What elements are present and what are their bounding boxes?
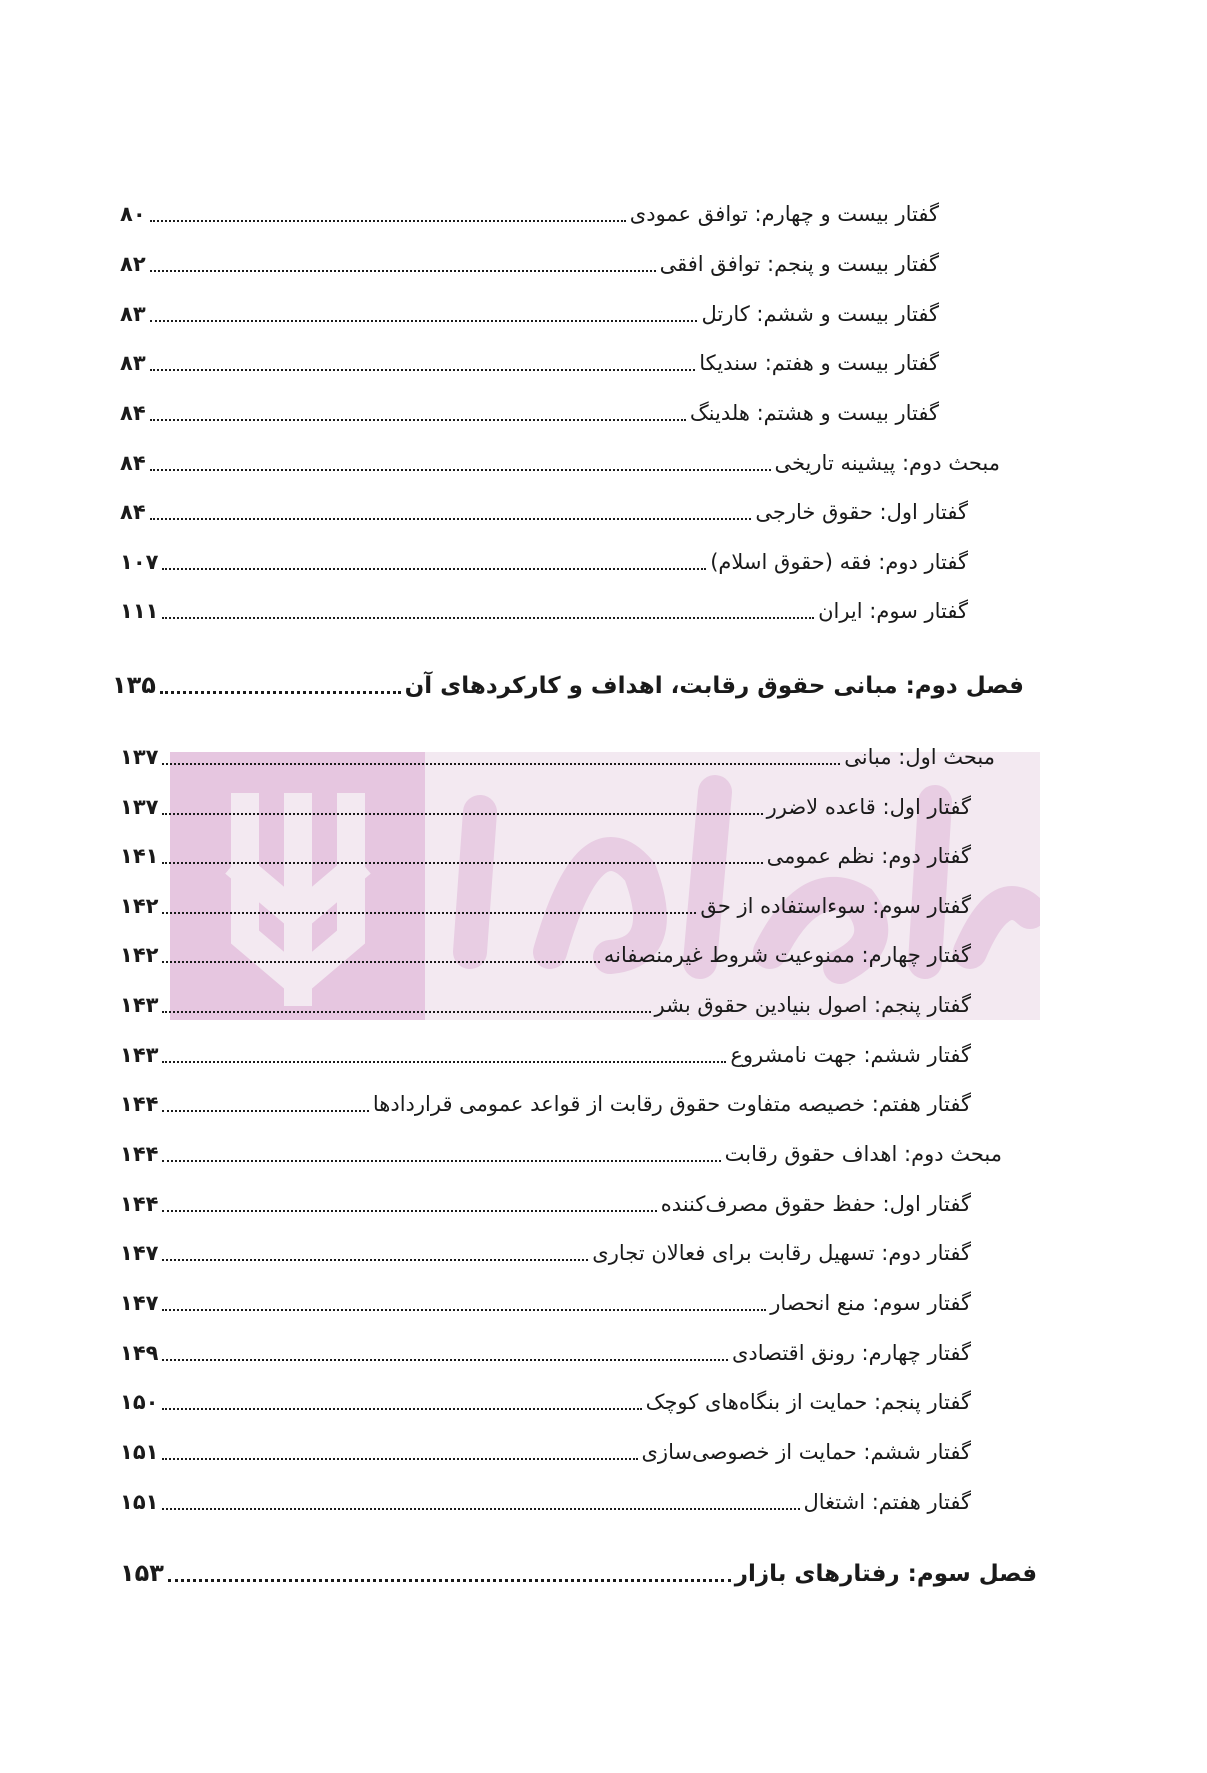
- toc-entry-title: گفتار بیست و هفتم: سندیکا: [699, 351, 939, 375]
- toc-entry-page: ۸۲: [120, 252, 146, 276]
- toc-entry-page: ۱۴۴: [120, 1092, 159, 1116]
- toc-chapter[interactable]: [120, 1553, 1037, 1593]
- toc-entry-page: ۱۴۹: [120, 1341, 159, 1365]
- toc-entry-page: ۱۴۲: [120, 943, 159, 967]
- toc-entry-title: گفتار بیست و چهارم: توافق عمودی: [629, 202, 939, 226]
- toc-entry-page: ۸۳: [120, 351, 146, 375]
- dot-leader: [162, 1160, 720, 1162]
- toc-entry-title: گفتار اول: حفظ حقوق مصرف‌کننده: [660, 1192, 971, 1216]
- toc-chapter[interactable]: [112, 665, 1024, 705]
- toc-entry-page: ۸۰: [120, 202, 146, 226]
- toc-entry-title: گفتار هفتم: اشتغال: [803, 1490, 971, 1514]
- dot-leader: [168, 1579, 731, 1582]
- dot-leader: [162, 862, 762, 864]
- toc-entry-title: گفتار پنجم: حمایت از بنگاه‌های کوچک: [645, 1390, 971, 1414]
- toc-entry[interactable]: [120, 1333, 971, 1373]
- dot-leader: [150, 419, 686, 421]
- toc-entry-page: ۱۴۱: [120, 844, 159, 868]
- toc-chapter-title: فصل سوم: رفتارهای بازار: [734, 1561, 1037, 1587]
- toc-entry-title: گفتار هفتم: خصیصه متفاوت حقوق رقابت از قواعد عمومی قراردادها: [372, 1092, 971, 1116]
- toc-entry-title: گفتار سوم: ایران: [818, 599, 968, 623]
- toc-entry-page: ۸۴: [120, 401, 146, 425]
- dot-leader: [162, 568, 706, 570]
- dot-leader: [162, 1408, 641, 1410]
- toc-entry-page: ۱۵۰: [120, 1390, 159, 1414]
- dot-leader: [162, 1011, 650, 1013]
- toc-entry[interactable]: [120, 244, 939, 284]
- toc-entry-title: گفتار سوم: سوءاستفاده از حق: [700, 894, 971, 918]
- dot-leader: [150, 220, 626, 222]
- toc-entry-page: ۸۴: [120, 500, 146, 524]
- toc-entry-page: ۱۳۷: [120, 795, 159, 819]
- toc-entry[interactable]: [120, 1233, 971, 1273]
- toc-chapter-title: فصل دوم: مبانی حقوق رقابت، اهداف و کارکردهای آن: [404, 673, 1024, 699]
- toc-entry[interactable]: [120, 542, 968, 582]
- toc-entry-title: گفتار چهارم: ممنوعیت شروط غیرمنصفانه: [603, 943, 971, 967]
- toc-entry-page: ۱۵۱: [120, 1440, 159, 1464]
- toc-entry[interactable]: [120, 393, 939, 433]
- toc-entry-page: ۸۴: [120, 451, 146, 475]
- toc-entry[interactable]: [120, 1482, 971, 1522]
- toc-entry-page: ۸۳: [120, 302, 146, 326]
- toc-entry-title: گفتار سوم: منع انحصار: [770, 1291, 971, 1315]
- toc-entry-title: گفتار دوم: نظم عمومی: [766, 844, 971, 868]
- toc-entry-title: گفتار پنجم: اصول بنیادین حقوق بشر: [654, 993, 971, 1017]
- toc-entry[interactable]: [120, 1432, 971, 1472]
- toc-entry-page: ۱۴۳: [120, 993, 159, 1017]
- toc-entry-title: گفتار اول: قاعده لاضرر: [766, 795, 971, 819]
- toc-entry[interactable]: [120, 591, 968, 631]
- toc-entry-page: ۱۱۱: [120, 599, 159, 623]
- toc-entry[interactable]: [120, 294, 939, 334]
- dot-leader: [162, 813, 762, 815]
- toc-entry-page: ۱۴۷: [120, 1291, 159, 1315]
- toc-chapter-page: ۱۵۳: [120, 1559, 164, 1587]
- toc-entry-title: گفتار ششم: جهت نامشروع: [730, 1043, 971, 1067]
- toc-entry-title: گفتار بیست و پنجم: توافق افقی: [659, 252, 939, 276]
- dot-leader: [150, 518, 752, 520]
- toc-entry[interactable]: [120, 343, 939, 383]
- dot-leader: [162, 1309, 766, 1311]
- toc-entry[interactable]: [120, 1283, 971, 1323]
- toc-entry-title: گفتار بیست و هشتم: هلدینگ: [689, 401, 939, 425]
- toc-entry-page: ۱۴۴: [120, 1192, 159, 1216]
- toc-entry[interactable]: [120, 787, 971, 827]
- dot-leader: [162, 1359, 727, 1361]
- toc-entry-section[interactable]: [120, 1134, 1002, 1174]
- dot-leader: [162, 763, 840, 765]
- toc-entry-section[interactable]: [120, 737, 995, 777]
- dot-leader: [150, 369, 696, 371]
- toc-entry-page: ۱۴۲: [120, 894, 159, 918]
- toc-entry-title: مبحث اول: مبانی: [844, 745, 995, 769]
- toc-entry[interactable]: [120, 1382, 971, 1422]
- dot-leader: [162, 1259, 588, 1261]
- dot-leader: [162, 1458, 637, 1460]
- toc-entry-title: مبحث دوم: اهداف حقوق رقابت: [724, 1142, 1002, 1166]
- dot-leader: [162, 961, 599, 963]
- toc-entry[interactable]: [120, 886, 971, 926]
- dot-leader: [162, 1110, 368, 1112]
- toc-entry-title: گفتار ششم: حمایت از خصوصی‌سازی: [641, 1440, 971, 1464]
- dot-leader: [162, 1508, 799, 1510]
- toc-entry-title: گفتار بیست و ششم: کارتل: [701, 302, 939, 326]
- toc-entry[interactable]: [120, 836, 971, 876]
- dot-leader: [162, 1210, 656, 1212]
- toc-entry-title: گفتار دوم: تسهیل رقابت برای فعالان تجاری: [592, 1241, 971, 1265]
- toc-entry-page: ۱۰۷: [120, 550, 159, 574]
- toc-entry[interactable]: [120, 935, 971, 975]
- toc-entry-title: مبحث دوم: پیشینه تاریخی: [774, 451, 1000, 475]
- toc-entry-page: ۱۳۷: [120, 745, 159, 769]
- dot-leader: [150, 469, 771, 471]
- toc-entry-title: گفتار چهارم: رونق اقتصادی: [731, 1341, 971, 1365]
- toc-entry[interactable]: [120, 985, 971, 1025]
- dot-leader: [160, 691, 401, 694]
- toc-entry[interactable]: [120, 1035, 971, 1075]
- toc-entry-title: گفتار اول: حقوق خارجی: [755, 500, 968, 524]
- dot-leader: [162, 617, 814, 619]
- toc-entry-page: ۱۴۴: [120, 1142, 159, 1166]
- toc-entry[interactable]: [120, 1184, 971, 1224]
- toc-entry[interactable]: [120, 1084, 971, 1124]
- toc-entry[interactable]: [120, 492, 968, 532]
- toc-chapter-page: ۱۳۵: [112, 671, 156, 699]
- dot-leader: [162, 1061, 726, 1063]
- toc-entry-page: ۱۴۷: [120, 1241, 159, 1265]
- toc-entry-page: ۱۴۳: [120, 1043, 159, 1067]
- dot-leader: [162, 912, 696, 914]
- toc-entry-section[interactable]: [120, 443, 1000, 483]
- dot-leader: [150, 320, 698, 322]
- dot-leader: [150, 270, 656, 272]
- toc-entry-page: ۱۵۱: [120, 1490, 159, 1514]
- toc-entry-title: گفتار دوم: فقه (حقوق اسلام): [710, 550, 968, 574]
- toc-entry[interactable]: [120, 194, 939, 234]
